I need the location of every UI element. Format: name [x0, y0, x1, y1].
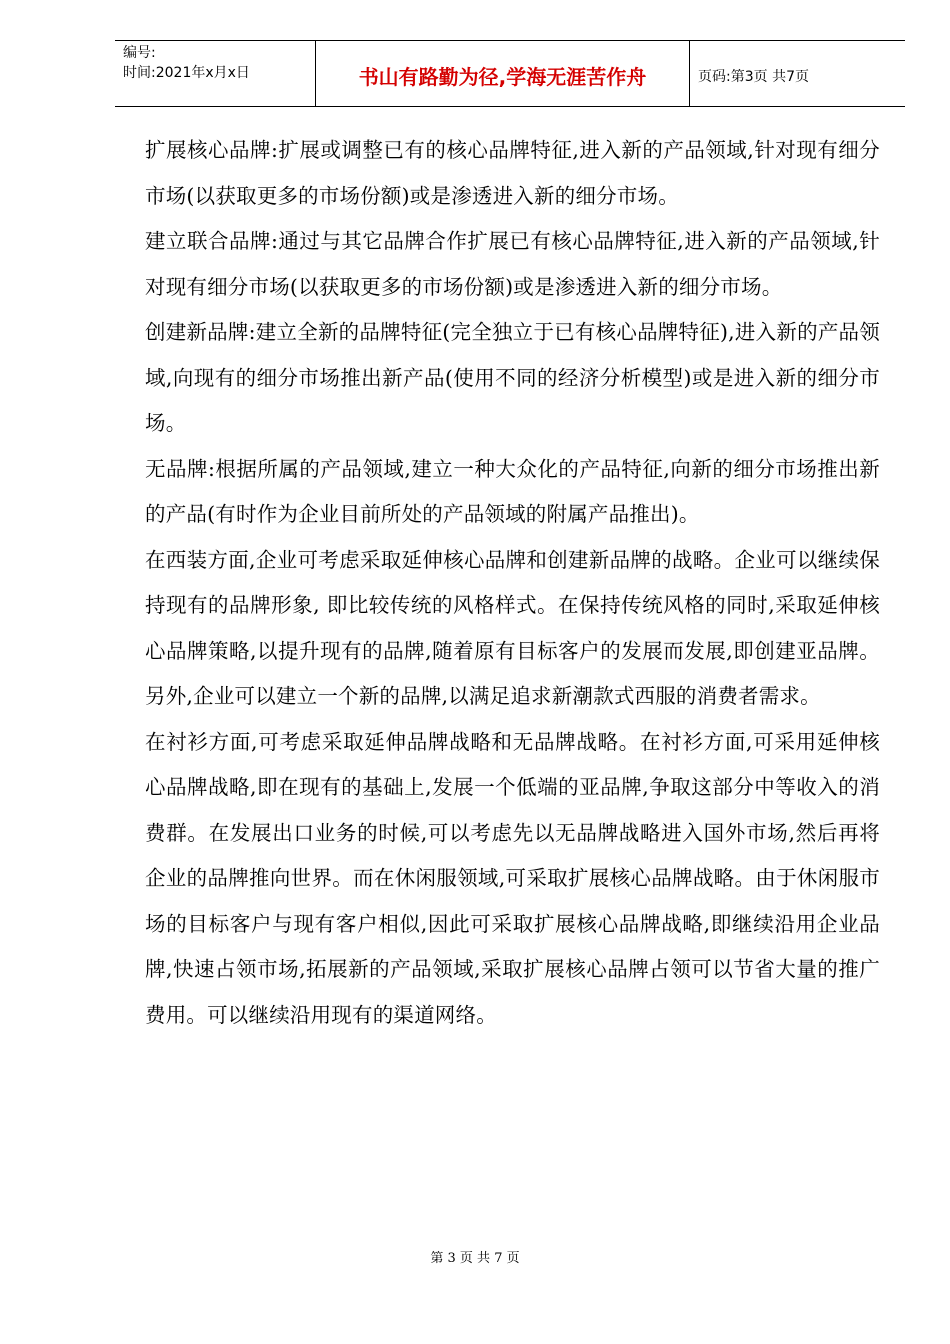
- page-header: [115, 40, 905, 107]
- paragraph-new-brand: 创建新品牌:建立全新的品牌特征(完全独立于已有核心品牌特征),进入新的产品领域,向现有的细分市场推出新产品(使用不同的经济分析模型)或是进入新的细分市场。: [145, 320, 880, 435]
- document-number-label: 编号:: [123, 45, 156, 61]
- document-time-label: 时间:2021年x月x日: [123, 65, 250, 81]
- footer-page-number: 第 3 页 共 7 页: [430, 1251, 520, 1266]
- paragraph-shirts: 在衬衫方面,可考虑采取延伸品牌战略和无品牌战略。在衬衫方面,可采用延伸核心品牌战略,即在现有的基础上,发展一个低端的亚品牌,争取这部分中等收入的消费群。在发展出口业务的时候,可以考虑先以无品牌战略进入国外市场,然后再将企业的品牌推向世界。而在休闲服领域,可采取扩展核心品牌战略。由于休闲服市场的目标客户与现有客户相似,因此可采取扩展核心品牌战略,即继续沿用企业品牌,快速占领市场,拓展新的产品领域,采取扩展核心品牌占领可以节省大量的推广费用。可以继续沿用现有的渠道网络。: [145, 729, 880, 1027]
- page-footer: [0, 1247, 950, 1266]
- header-page-cell: [690, 41, 905, 106]
- header-meta-cell: [115, 41, 316, 106]
- paragraph-suits: 在西装方面,企业可考虑采取延伸核心品牌和创建新品牌的战略。企业可以继续保持现有的品牌形象, 即比较传统的风格样式。在保持传统风格的同时,采取延伸核心品牌策略,以提升现有的品牌,随着原有目标客户的发展而发展,即创建亚品牌。另外,企业可以建立一个新的品牌,以满足追求新潮款式西服的消费者需求。: [145, 547, 880, 708]
- paragraph-extend-core-brand: 扩展核心品牌:扩展或调整已有的核心品牌特征,进入新的产品领域,针对现有细分市场(以获取更多的市场份额)或是渗透进入新的细分市场。: [145, 138, 880, 208]
- document-body: [145, 128, 880, 1038]
- paragraph-no-brand: 无品牌:根据所属的产品领域,建立一种大众化的产品特征,向新的细分市场推出新的产品(有时作为企业目前所处的产品领域的附属产品推出)。: [145, 456, 880, 526]
- header-motto-cell: [316, 41, 690, 106]
- header-page-info: 页码:第3页 共7页: [698, 68, 809, 85]
- paragraph-joint-brand: 建立联合品牌:通过与其它品牌合作扩展已有核心品牌特征,进入新的产品领域,针对现有细分市场(以获取更多的市场份额)或是渗透进入新的细分市场。: [145, 229, 880, 299]
- header-motto: 书山有路勤为径,学海无涯苦作舟: [358, 65, 647, 89]
